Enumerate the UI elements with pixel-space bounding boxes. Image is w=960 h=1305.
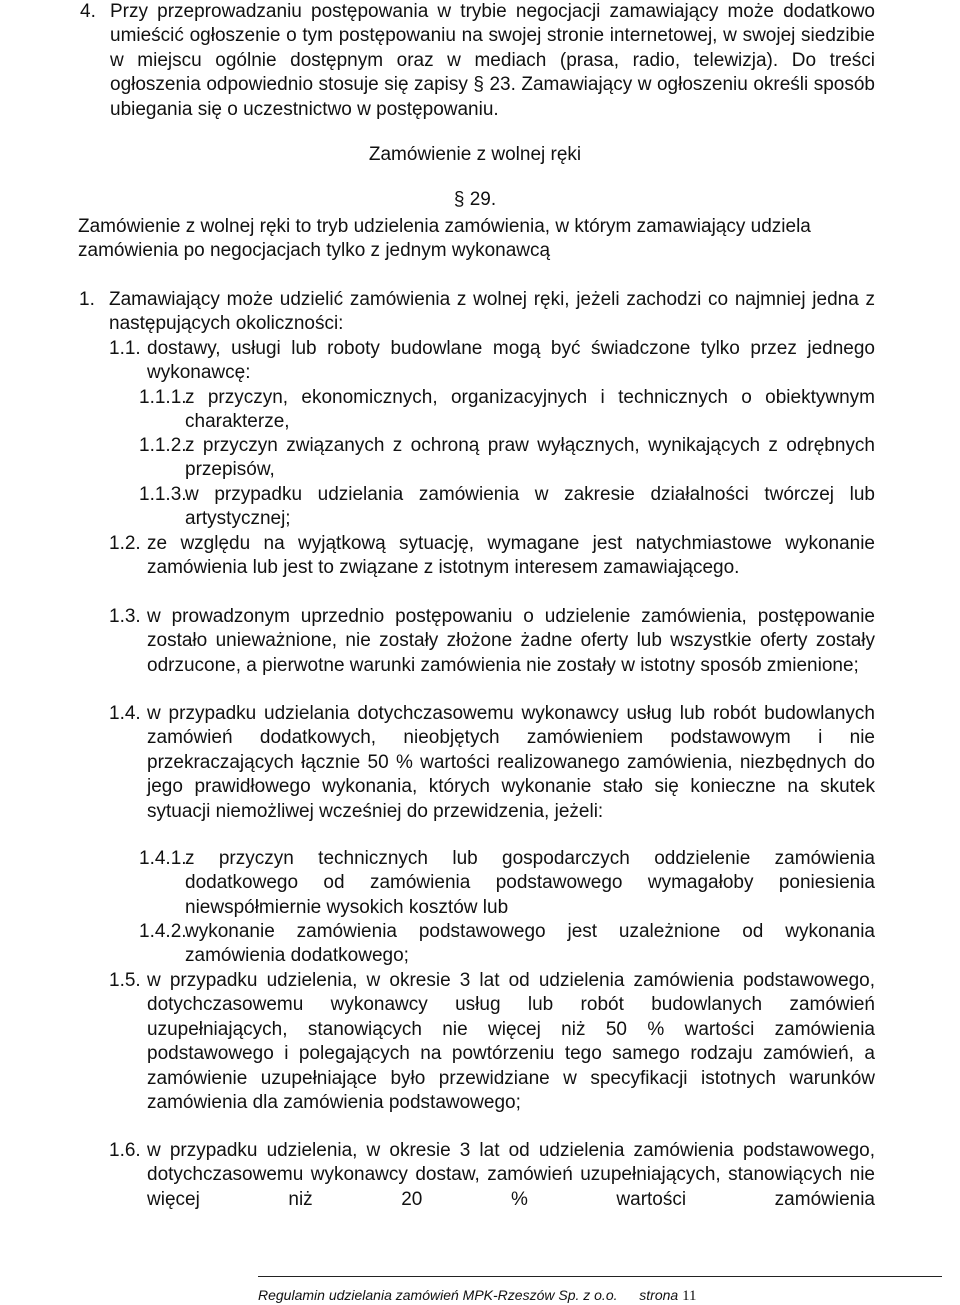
list-item-1-4 (109, 702, 875, 824)
list-item-1-5 (109, 969, 875, 1115)
list-item-number: 1.5. (109, 970, 141, 991)
footer-rule (258, 1276, 942, 1277)
list-item-1-1 (109, 337, 875, 386)
list-item-text: w przypadku udzielenia, w okresie 3 lat od udzielenia zamówienia podstawowego, dotychczasowemu wykonawcy dostaw, zamówień uzupełniających, stanowiących nie więcej niż 20 % wartości zamówienia (147, 1140, 875, 1210)
list-item-1-1-3 (139, 483, 875, 532)
section-intro: Zamówienie z wolnej ręki to tryb udzielenia zamówienia, w którym zamawiający udziela zamówienia po negocjacjach tylko z jednym wykonawcą (78, 216, 811, 262)
paragraph-4 (80, 0, 875, 122)
list-item-number: 1.4. (109, 703, 141, 724)
list-item-1-4-1 (139, 847, 875, 920)
list-item-1-1-1 (139, 386, 875, 435)
list-item-text: w przypadku udzielania dotychczasowemu wykonawcy usług lub robót budowlanych zamówień dodatkowych, nieobjętych zamówieniem podstawowym i nie przekraczających łącznie 50 % wartości realizowanego zamówienia, niezbędnych do jego prawidłowego wykonania, których wykonanie stało się konieczne na skutek sytuacji niemożliwej wcześniej do przewidzenia, jeżeli: (147, 703, 875, 822)
list-item-text: w prowadzonym uprzednio postępowaniu o udzielenie zamówienia, postępowanie zostało unieważnione, nie zostały złożone żadne oferty lub wszystkie oferty zostały odrzucone, a pierwotne warunki zamówienia nie zostały w istotny sposób zmienione; (147, 606, 875, 676)
list-item-number: 1.6. (109, 1140, 141, 1161)
list-item-number: 1.1.2. (139, 435, 187, 456)
list-item-text: z przyczyn związanych z ochroną praw wyłącznych, wynikających z odrębnych przepisów, (185, 435, 875, 481)
list-item-number: 1.1.3. (139, 484, 187, 505)
list-item-number: 1. (79, 289, 95, 310)
section-heading: Zamówienie z wolnej ręki (368, 144, 582, 165)
list-item-text: z przyczyn, ekonomicznych, organizacyjnych i technicznych o obiektywnym charakterze, (185, 387, 875, 433)
list-item-1-1-2 (139, 434, 875, 483)
list-item-1-4-2 (139, 920, 875, 969)
footer-title: Regulamin udzielania zamówień MPK-Rzeszów Sp. z o.o. (258, 1287, 618, 1303)
list-item-1 (79, 288, 875, 337)
list-item-number: 1.3. (109, 606, 141, 627)
list-item-text: dostawy, usługi lub roboty budowlane mogą być świadczone tylko przez jednego wykonawcę: (147, 338, 875, 384)
list-item-number: 1.2. (109, 533, 141, 554)
list-item-1-3 (109, 605, 875, 678)
list-item-text: z przyczyn technicznych lub gospodarczych oddzielenie zamówienia dodatkowego od zamówienia podstawowego wymagałoby poniesienia niewspółmiernie wysokich kosztów lub (185, 848, 875, 918)
list-item-text: w przypadku udzielenia, w okresie 3 lat od udzielenia zamówienia podstawowego, dotychczasowemu wykonawcy usług lub robót budowlanych zamówień uzupełniających, stanowiących nie więcej niż 50 % wartości zamówienia podstawowego i polegających na powtórzeniu tego samego rodzaju zamówień, a zamówienie uzupełniające było przewidziane w specyfikacji istotnych warunków zamówienia dla zamówienia podstawowego; (147, 970, 875, 1114)
section-number: § 29. (453, 189, 497, 210)
list-item-text: ze względu na wyjątkową sytuację, wymagane jest natychmiastowe wykonanie zamówienia lub jest to związane z istotnym interesem zamawiającego. (147, 533, 875, 579)
list-item-1-2 (109, 532, 875, 581)
footer-page-label: strona (639, 1287, 679, 1303)
list-item-number: 1.1. (109, 338, 141, 359)
list-item-number: 1.4.2. (139, 921, 187, 942)
list-item-text: w przypadku udzielania zamówienia w zakresie działalności twórczej lub artystycznej; (185, 484, 875, 530)
list-item-number: 1.4.1. (139, 848, 187, 869)
page-footer (258, 1287, 697, 1305)
footer-page-number: 11 (682, 1288, 697, 1304)
list-item-1-6 (109, 1139, 875, 1212)
list-item-text: wykonanie zamówienia podstawowego jest uzależnione od wykonania zamówienia dodatkowego; (185, 921, 875, 967)
paragraph-number: 4. (80, 1, 96, 22)
list-item-number: 1.1.1. (139, 387, 187, 408)
paragraph-text: Przy przeprowadzaniu postępowania w trybie negocjacji zamawiający może dodatkowo umieścić ogłoszenie o tym postępowaniu na swojej stronie internetowej, w swojej siedzibie w miejscu ogólnie dostępnym oraz w mediach (prasa, radio, telewizja). Do treści ogłoszenia odpowiednio stosuje się zapisy § 23. Zamawiający w ogłoszeniu określi sposób ubiegania się o uczestnictwo w postępowaniu. (110, 1, 875, 120)
list-item-text: Zamawiający może udzielić zamówienia z wolnej ręki, jeżeli zachodzi co najmniej jedna z następujących okoliczności: (109, 289, 875, 335)
